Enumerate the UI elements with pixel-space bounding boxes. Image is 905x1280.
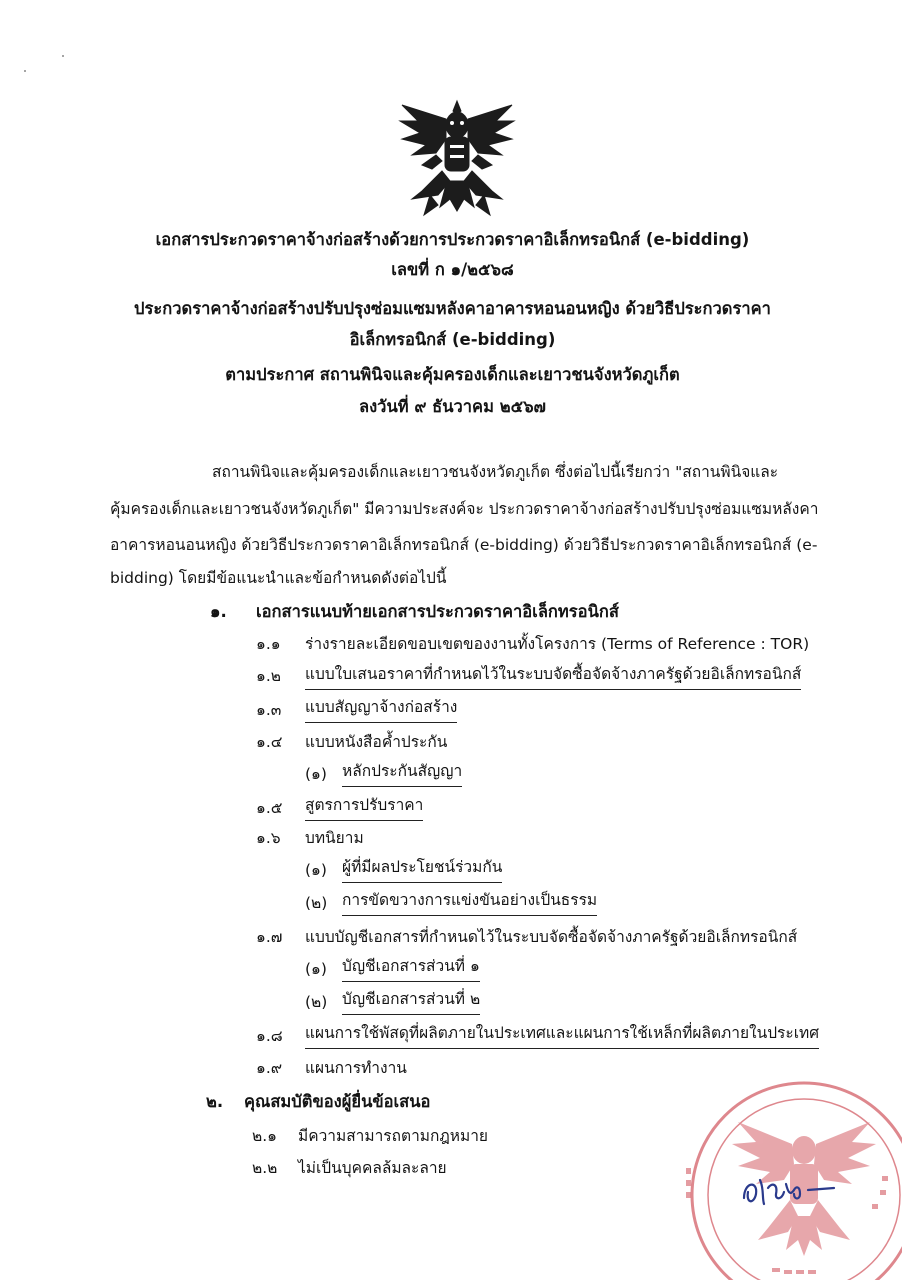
- item-number: ๑.๗: [256, 928, 283, 946]
- list-item: การขัดขวางการแข่งขันอย่างเป็นธรรม: [342, 888, 597, 916]
- item-number: ๑.๑: [256, 635, 281, 653]
- item-number: ๑.๔: [256, 733, 283, 751]
- list-item: บทนิยาม: [305, 829, 364, 847]
- list-item: บัญชีเอกสารส่วนที่ ๑: [342, 954, 480, 982]
- list-item: บัญชีเอกสารส่วนที่ ๒: [342, 987, 480, 1015]
- intro-line-2: คุ้มครองเด็กและเยาวชนจังหวัดภูเก็ต" มีความประสงค์จะ ประกวดราคาจ้างก่อสร้างปรับปรุงซ่อมแซมหลังคา: [110, 500, 819, 518]
- item-number: ๑.๖: [256, 829, 281, 847]
- item-number: ๑.๒: [256, 667, 281, 685]
- item-number: ๑.๘: [256, 1027, 283, 1045]
- list-item: แบบใบเสนอราคาที่กำหนดไว้ในระบบจัดซื้อจัดจ้างภาครัฐด้วยอิเล็กทรอนิกส์: [305, 662, 801, 690]
- sub-item-number: (๑): [305, 960, 327, 978]
- sub-item-number: (๒): [305, 993, 328, 1011]
- sub-item-number: (๑): [305, 765, 327, 783]
- list-item: มีความสามารถตามกฎหมาย: [298, 1127, 489, 1145]
- sub-item-number: (๒): [305, 894, 328, 912]
- list-item: แบบสัญญาจ้างก่อสร้าง: [305, 695, 457, 723]
- item-number: ๒.๑: [252, 1127, 277, 1145]
- procurement-title-cont: อิเล็กทรอนิกส์ (e-bidding): [349, 330, 556, 349]
- intro-line-1: สถานพินิจและคุ้มครองเด็กและเยาวชนจังหวัดภูเก็ต ซึ่งต่อไปนี้เรียกว่า "สถานพินิจและ: [212, 463, 779, 481]
- intro-line-4: bidding) โดยมีข้อแนะนำและข้อกำหนดดังต่อไปนี้: [110, 569, 447, 587]
- list-item: สูตรการปรับราคา: [305, 793, 423, 821]
- list-item: ผู้ที่มีผลประโยชน์ร่วมกัน: [342, 855, 502, 883]
- list-item: หลักประกันสัญญา: [342, 759, 462, 787]
- item-number: ๒.๒: [252, 1159, 278, 1177]
- item-number: ๑.๕: [256, 799, 283, 817]
- announcer: ตามประกาศ สถานพินิจและคุ้มครองเด็กและเยาวชนจังหวัดภูเก็ต: [225, 365, 680, 384]
- document-number: เลขที่ ก ๑/๒๕๖๘: [391, 260, 514, 279]
- list-item: แผนการใช้พัสดุที่ผลิตภายในประเทศและแผนการใช้เหล็กที่ผลิตภายในประเทศ: [305, 1021, 819, 1049]
- document-title: เอกสารประกวดราคาจ้างก่อสร้างด้วยการประกวดราคาอิเล็กทรอนิกส์ (e-bidding): [155, 230, 750, 249]
- list-item: แบบบัญชีเอกสารที่กำหนดไว้ในระบบจัดซื้อจัดจ้างภาครัฐด้วยอิเล็กทรอนิกส์: [305, 928, 798, 946]
- garuda-emblem-icon: [392, 95, 522, 220]
- item-number: ๑.๓: [256, 701, 282, 719]
- list-item: ไม่เป็นบุคคลล้มละลาย: [298, 1159, 447, 1177]
- signature-icon: [738, 1168, 838, 1213]
- section-1-number: ๑.: [210, 602, 227, 621]
- procurement-title: ประกวดราคาจ้างก่อสร้างปรับปรุงซ่อมแซมหลังคาอาคารหอนอนหญิง ด้วยวิธีประกวดราคา: [134, 299, 771, 318]
- scan-speck: [24, 70, 26, 72]
- sub-item-number: (๑): [305, 861, 327, 879]
- list-item: ร่างรายละเอียดขอบเขตของงานทั้งโครงการ (Terms of Reference : TOR): [305, 635, 810, 653]
- list-item: แผนการทำงาน: [305, 1059, 407, 1077]
- announcement-date: ลงวันที่ ๙ ธันวาคม ๒๕๖๗: [359, 397, 546, 416]
- section-2-title: คุณสมบัติของผู้ยื่นข้อเสนอ: [244, 1092, 431, 1111]
- section-2-number: ๒.: [206, 1092, 224, 1111]
- section-1-title: เอกสารแนบท้ายเอกสารประกวดราคาอิเล็กทรอนิกส์: [256, 602, 619, 621]
- intro-line-3: อาคารหอนอนหญิง ด้วยวิธีประกวดราคาอิเล็กทรอนิกส์ (e-bidding) ด้วยวิธีประกวดราคาอิเล็กทรอนิกส์ (e-: [110, 536, 818, 554]
- list-item: แบบหนังสือค้ำประกัน: [305, 733, 448, 751]
- scan-speck: [62, 55, 64, 57]
- item-number: ๑.๙: [256, 1059, 283, 1077]
